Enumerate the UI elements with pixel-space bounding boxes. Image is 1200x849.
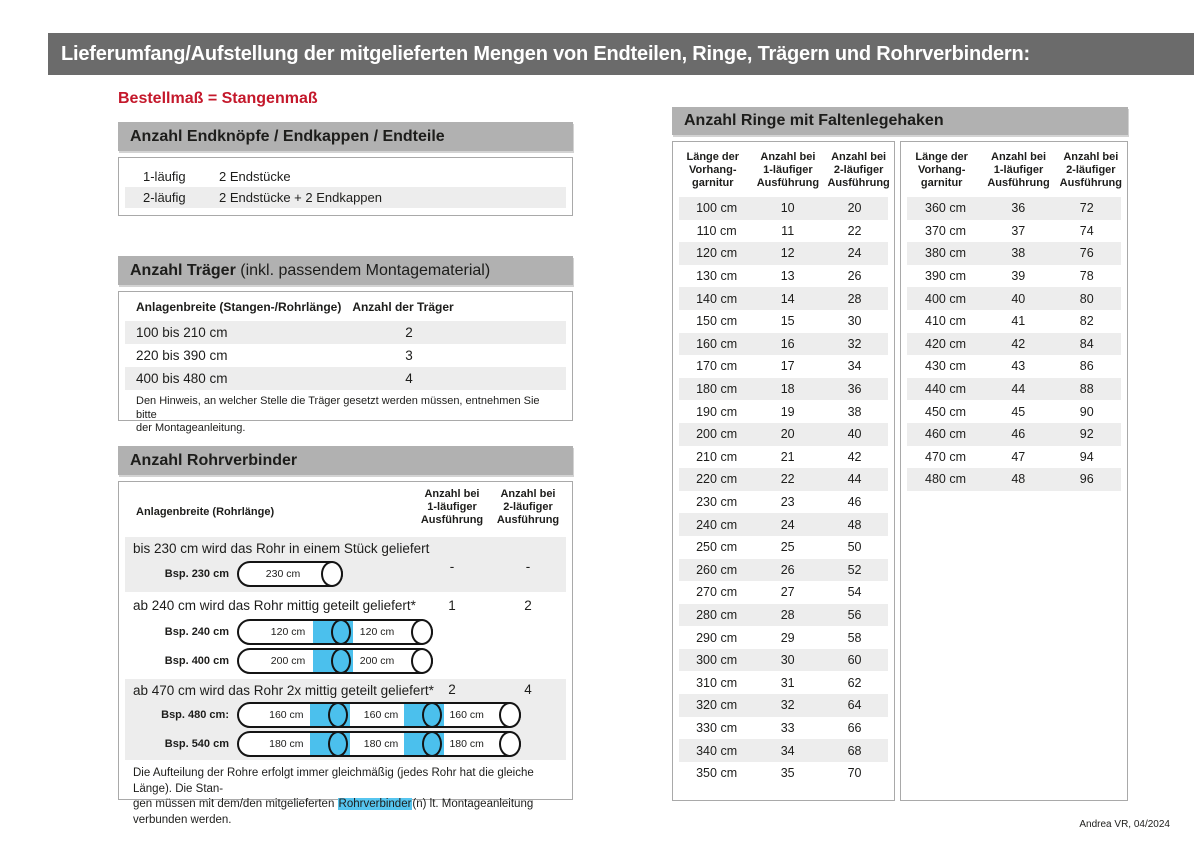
table-cell: 35 — [780, 766, 795, 781]
table-row — [125, 187, 566, 208]
column-header-line: garnitur — [920, 177, 963, 189]
document-footer: Andrea VR, 04/2024 — [1079, 819, 1170, 830]
rod-segment-label: 160 cm — [269, 709, 304, 721]
table-cell-range: 400 bis 480 cm — [136, 371, 228, 386]
table-cell: 24 — [847, 246, 862, 261]
table-cell-range: 100 bis 210 cm — [136, 325, 228, 340]
example-label: Bsp. 230 cm — [164, 568, 229, 580]
note-line2-post: (n) lt. Montageanleitung verbunden werden. — [133, 798, 534, 826]
table-cell: 110 cm — [696, 223, 737, 238]
table-cell: 160 cm — [696, 336, 738, 351]
table-cell: 220 cm — [696, 472, 738, 487]
note-line2 — [133, 797, 564, 828]
table-cell: 19 — [780, 404, 795, 419]
table-cell: 37 — [1011, 223, 1026, 238]
table-row — [907, 378, 1121, 401]
table-cell: 22 — [847, 223, 862, 238]
page-title-bar — [48, 33, 1194, 75]
table-cell: 15 — [780, 314, 795, 329]
rod-diagram — [237, 702, 521, 728]
example-row — [133, 702, 521, 728]
table-row — [679, 513, 888, 536]
table-row — [679, 355, 888, 378]
table-cell: 38 — [1011, 246, 1026, 261]
column-header — [753, 151, 824, 190]
table-row — [679, 559, 888, 582]
table-cell: 30 — [780, 653, 795, 668]
table-header-row — [673, 151, 894, 190]
table-cell: 370 cm — [925, 223, 967, 238]
column-header-line: 1-läufiger — [993, 164, 1044, 176]
traeger-note-line1: Den Hinweis, an welcher Stelle die Träger gesetzt werden müssen, entnehmen Sie bitte — [136, 395, 540, 421]
table-cell: 17 — [780, 359, 795, 374]
table-row — [125, 166, 566, 187]
table-row — [907, 468, 1121, 491]
column-header-line: Anzahl bei — [831, 151, 887, 163]
table-cell: 12 — [780, 246, 795, 261]
table-cell-range: 220 bis 390 cm — [136, 348, 228, 363]
table-cell: 26 — [847, 269, 862, 284]
table-cell: 50 — [847, 540, 862, 555]
example-row — [133, 648, 433, 674]
table-cell: 36 — [1011, 201, 1026, 216]
table-cell: 48 — [1011, 472, 1026, 487]
column-header-line: Anzahl bei — [991, 151, 1047, 163]
table-row — [679, 536, 888, 559]
rohrverbinder-table — [118, 481, 573, 826]
table-cell: 450 cm — [925, 404, 967, 419]
table-row — [679, 717, 888, 740]
table-row — [679, 423, 888, 446]
table-cell: 400 cm — [925, 291, 967, 306]
table-cell: 56 — [847, 607, 862, 622]
table-cell: 290 cm — [696, 630, 738, 645]
table-cell: 72 — [1079, 201, 1094, 216]
table-cell: 260 cm — [696, 562, 738, 577]
table-row — [125, 367, 566, 390]
table-cell: 33 — [780, 720, 795, 735]
table-cell-count: 4 — [405, 371, 413, 386]
table-row — [125, 344, 566, 367]
table-header-row — [901, 151, 1127, 190]
table-cell: 39 — [1011, 269, 1026, 284]
table-cell: 58 — [847, 630, 862, 645]
table-cell: 380 cm — [925, 246, 967, 261]
table-cell: 230 cm — [696, 495, 738, 510]
table-cell: 41 — [1011, 314, 1026, 329]
table-row — [679, 671, 888, 694]
table-row — [125, 321, 566, 344]
table-cell: 86 — [1079, 359, 1094, 374]
section-header-traeger-bold: Anzahl Träger — [130, 261, 236, 279]
table-cell: 470 cm — [925, 449, 967, 464]
group-text: ab 470 cm wird das Rohr 2x mittig geteilt geliefert* — [133, 683, 434, 698]
table-cell: 38 — [847, 404, 862, 419]
table-row — [907, 242, 1121, 265]
table-cell: 300 cm — [696, 653, 738, 668]
table-row — [679, 400, 888, 423]
table-cell: 310 cm — [696, 675, 738, 690]
section-header-traeger — [118, 256, 573, 285]
page-title: Lieferumfang/Aufstellung der mitgelieferten Mengen von Endteilen, Ringe, Trägern und Rohrverbindern: — [61, 42, 1030, 65]
rod-segment-label: 120 cm — [270, 626, 306, 638]
column-header — [673, 151, 753, 190]
table-cell: 48 — [847, 517, 862, 532]
table-cell: 320 cm — [696, 698, 738, 713]
table-cell: 21 — [780, 449, 795, 464]
column-header-anlagenbreite-rohr: Anlagenbreite (Rohrlänge) — [136, 506, 275, 518]
table-cell: 68 — [847, 743, 862, 758]
section-header-endteile — [118, 122, 573, 151]
column-header-line: 2-läufiger — [503, 501, 553, 513]
table-cell: 28 — [780, 607, 795, 622]
table-cell-count: 2 — [405, 325, 413, 340]
column-header-line: Anzahl bei — [1063, 151, 1119, 163]
column-header-line: Ausführung — [496, 514, 560, 526]
table-cell-count: 3 — [405, 348, 413, 363]
rod-diagram — [237, 561, 343, 587]
table-cell: 140 cm — [696, 291, 738, 306]
group-value-2laeufig: 2 — [524, 598, 532, 613]
table-cell: 190 cm — [696, 404, 738, 419]
table-row — [907, 355, 1121, 378]
table-cell: 42 — [1011, 336, 1026, 351]
group-value-1laeufig: 1 — [448, 598, 456, 613]
table-row — [679, 333, 888, 356]
table-row — [679, 287, 888, 310]
example-row — [133, 619, 433, 645]
table-row — [679, 378, 888, 401]
section-header-rohrverbinder — [118, 446, 573, 475]
subtitle-bestellmass: Bestellmaß = Stangenmaß — [118, 90, 318, 107]
ringe-table-left — [672, 141, 895, 801]
table-row — [907, 197, 1121, 220]
table-row — [907, 287, 1121, 310]
table-row — [679, 762, 888, 785]
table-cell: 330 cm — [696, 720, 738, 735]
table-cell: 440 cm — [925, 382, 967, 397]
table-row — [907, 333, 1121, 356]
table-row — [679, 468, 888, 491]
table-row — [679, 694, 888, 717]
section-header-traeger-normal: (inkl. passendem Montagematerial) — [235, 261, 491, 279]
table-row — [907, 423, 1121, 446]
table-cell: 20 — [847, 201, 862, 216]
table-row — [679, 626, 888, 649]
table-cell: 13 — [780, 269, 795, 284]
table-row — [679, 242, 888, 265]
table-cell: 390 cm — [925, 269, 967, 284]
table-row — [679, 739, 888, 762]
table-row — [907, 446, 1121, 469]
table-row — [679, 310, 888, 333]
table-cell: 150 cm — [696, 314, 738, 329]
column-header-line: Ausführung — [987, 177, 1050, 189]
table-cell: 130 cm — [696, 269, 738, 284]
table-cell: 210 cm — [696, 449, 738, 464]
table-cell: 20 — [780, 427, 795, 442]
note-line1: Die Aufteilung der Rohre erfolgt immer gleichmäßig (jedes Rohr hat die gleiche Länge). Die Stan- — [133, 767, 534, 795]
column-header — [823, 151, 894, 190]
column-header-line: Ausführung — [756, 177, 820, 189]
table-row — [679, 265, 888, 288]
rod-segment-label: 200 cm — [270, 655, 306, 667]
table-cell: 340 cm — [696, 743, 738, 758]
table-row — [907, 265, 1121, 288]
table-cell: 74 — [1079, 223, 1094, 238]
column-header-line: Anzahl bei — [760, 151, 816, 163]
section-header-ringe-label: Anzahl Ringe mit Faltenlegehaken — [684, 112, 944, 129]
table-cell-value: 2 Endstücke + 2 Endkappen — [219, 190, 382, 205]
table-row — [907, 400, 1121, 423]
table-cell: 420 cm — [925, 336, 967, 351]
column-header-line: garnitur — [691, 177, 734, 189]
rod-segment-label: 160 cm — [363, 709, 399, 721]
table-body — [907, 197, 1121, 491]
table-cell: 10 — [780, 201, 795, 216]
table-cell: 200 cm — [696, 427, 738, 442]
table-row — [679, 581, 888, 604]
table-cell: 43 — [1011, 359, 1026, 374]
table-cell-value: 2 Endstücke — [219, 169, 291, 184]
example-label: Bsp. 240 cm — [164, 626, 229, 638]
table-cell: 60 — [847, 653, 862, 668]
table-cell: 30 — [847, 314, 862, 329]
column-header-line: Anzahl bei — [424, 488, 480, 500]
table-cell: 34 — [847, 359, 862, 374]
table-cell: 40 — [1011, 291, 1026, 306]
table-cell: 96 — [1079, 472, 1094, 487]
column-header-line: Vorhang- — [917, 164, 966, 176]
rod-segment-label: 230 cm — [265, 568, 301, 580]
rohrverbinder-group-2 — [125, 594, 566, 676]
rod-diagram — [237, 619, 433, 645]
table-cell: 24 — [780, 517, 795, 532]
example-row — [133, 731, 521, 757]
table-cell: 28 — [847, 291, 862, 306]
table-row — [679, 604, 888, 627]
rod-segment-label: 180 cm — [363, 738, 399, 750]
table-cell: 430 cm — [925, 359, 967, 374]
table-row — [679, 220, 888, 243]
section-header-ringe — [672, 107, 1128, 135]
column-header-line: Ausführung — [1059, 177, 1122, 189]
table-cell: 120 cm — [696, 246, 738, 261]
column-header-line: Länge der — [915, 151, 968, 163]
table-cell-label: 2-läufig — [143, 190, 186, 205]
group-text: ab 240 cm wird das Rohr mittig geteilt geliefert* — [133, 598, 416, 613]
table-cell: 36 — [847, 382, 862, 397]
table-cell: 78 — [1079, 269, 1094, 284]
table-cell: 84 — [1079, 336, 1094, 351]
table-cell: 40 — [847, 427, 862, 442]
table-cell: 25 — [780, 540, 795, 555]
table-cell: 14 — [780, 291, 795, 306]
column-header-line: Ausführung — [420, 514, 484, 526]
section-header-endteile-label: Anzahl Endknöpfe / Endkappen / Endteile — [130, 127, 445, 145]
table-cell: 82 — [1079, 314, 1094, 329]
table-cell: 22 — [780, 472, 795, 487]
table-cell: 32 — [780, 698, 795, 713]
column-header-anzahl-traeger: Anzahl der Träger — [352, 299, 454, 314]
column-header-line: Vorhang- — [689, 164, 737, 176]
table-cell: 360 cm — [925, 201, 967, 216]
table-row — [679, 491, 888, 514]
rod-segment-label: 120 cm — [359, 626, 395, 638]
table-cell: 180 cm — [696, 382, 738, 397]
group-value-1laeufig: 2 — [448, 682, 456, 697]
rod-segment-label: 180 cm — [269, 738, 304, 750]
column-header — [1055, 151, 1127, 190]
table-cell: 44 — [847, 472, 862, 487]
table-cell: 45 — [1011, 404, 1026, 419]
column-header-line: 1-läufiger — [427, 501, 477, 513]
table-cell: 410 cm — [925, 314, 967, 329]
table-cell: 32 — [847, 336, 862, 351]
table-cell: 52 — [847, 562, 862, 577]
column-header — [982, 151, 1054, 190]
table-cell: 100 cm — [696, 201, 738, 216]
table-cell: 350 cm — [696, 766, 738, 781]
table-cell: 29 — [780, 630, 795, 645]
table-row — [907, 310, 1121, 333]
column-header-line: 2-läufiger — [833, 164, 884, 176]
table-row — [679, 446, 888, 469]
table-cell: 80 — [1079, 291, 1094, 306]
ringe-table-right — [900, 141, 1128, 801]
rod-segment-label: 180 cm — [449, 738, 484, 750]
traeger-note — [119, 390, 572, 436]
table-row — [907, 220, 1121, 243]
table-cell: 64 — [847, 698, 862, 713]
column-header-anlagenbreite: Anlagenbreite (Stangen-/Rohrlänge) — [136, 299, 342, 314]
note-line2-pre: gen müssen mit dem/den mitgelieferten — [133, 798, 338, 810]
table-cell: 44 — [1011, 382, 1026, 397]
table-cell: 42 — [847, 449, 862, 464]
table-cell: 11 — [781, 223, 795, 238]
table-cell-label: 1-läufig — [143, 169, 186, 184]
rod-diagram — [237, 648, 433, 674]
rod-segment-label: 200 cm — [359, 655, 395, 667]
group-value-2laeufig: - — [525, 559, 531, 574]
column-header — [901, 151, 982, 190]
example-row — [133, 561, 343, 587]
table-cell: 270 cm — [696, 585, 738, 600]
table-row — [679, 649, 888, 672]
table-cell: 170 cm — [696, 359, 738, 374]
traeger-note-line2: der Montageanleitung. — [136, 422, 246, 434]
table-cell: 92 — [1079, 427, 1094, 442]
table-body — [679, 197, 888, 784]
column-header-line: Anzahl bei — [500, 488, 556, 500]
rohrverbinder-group-3 — [125, 679, 566, 760]
endteile-table — [118, 157, 573, 216]
table-cell: 70 — [847, 766, 862, 781]
example-label: Bsp. 480 cm: — [161, 709, 229, 721]
table-cell: 18 — [780, 382, 795, 397]
group-value-1laeufig: - — [449, 559, 455, 574]
table-cell: 76 — [1079, 246, 1094, 261]
section-header-rohrverbinder-label: Anzahl Rohrverbinder — [130, 451, 298, 469]
rohrverbinder-highlight: Rohrverbinder — [338, 798, 412, 810]
group-value-2laeufig: 4 — [524, 682, 532, 697]
table-cell: 90 — [1079, 404, 1094, 419]
table-cell: 26 — [780, 562, 795, 577]
rod-diagram — [237, 731, 521, 757]
table-cell: 27 — [780, 585, 795, 600]
table-cell: 47 — [1011, 449, 1026, 464]
example-label: Bsp. 540 cm — [164, 738, 229, 750]
table-cell: 250 cm — [696, 540, 738, 555]
table-row — [679, 197, 888, 220]
table-cell: 46 — [847, 495, 862, 510]
table-cell: 54 — [847, 585, 862, 600]
table-cell: 240 cm — [696, 517, 738, 532]
rod-segment-label: 160 cm — [449, 709, 484, 721]
table-cell: 23 — [780, 495, 795, 510]
table-cell: 460 cm — [925, 427, 967, 442]
table-cell: 94 — [1079, 449, 1094, 464]
column-header-2-laeufig — [483, 488, 573, 527]
rohrverbinder-note — [133, 766, 564, 828]
table-cell: 16 — [780, 336, 795, 351]
column-header-line: 2-läufiger — [1066, 164, 1116, 176]
table-cell: 280 cm — [696, 607, 738, 622]
column-header-line: Länge der — [686, 151, 740, 163]
table-cell: 62 — [847, 675, 862, 690]
column-header-line: Ausführung — [827, 177, 890, 189]
table-cell: 480 cm — [925, 472, 967, 487]
column-header-line: 1-läufiger — [763, 164, 813, 176]
table-cell: 46 — [1011, 427, 1026, 442]
table-header-row — [119, 292, 572, 321]
table-cell: 34 — [780, 743, 795, 758]
example-label: Bsp. 400 cm — [164, 655, 229, 667]
group-text: bis 230 cm wird das Rohr in einem Stück geliefert — [133, 541, 430, 556]
rohrverbinder-group-1 — [125, 537, 566, 592]
traeger-table — [118, 291, 573, 434]
table-cell: 31 — [780, 675, 795, 690]
table-cell: 66 — [847, 720, 862, 735]
table-cell: 88 — [1079, 382, 1094, 397]
